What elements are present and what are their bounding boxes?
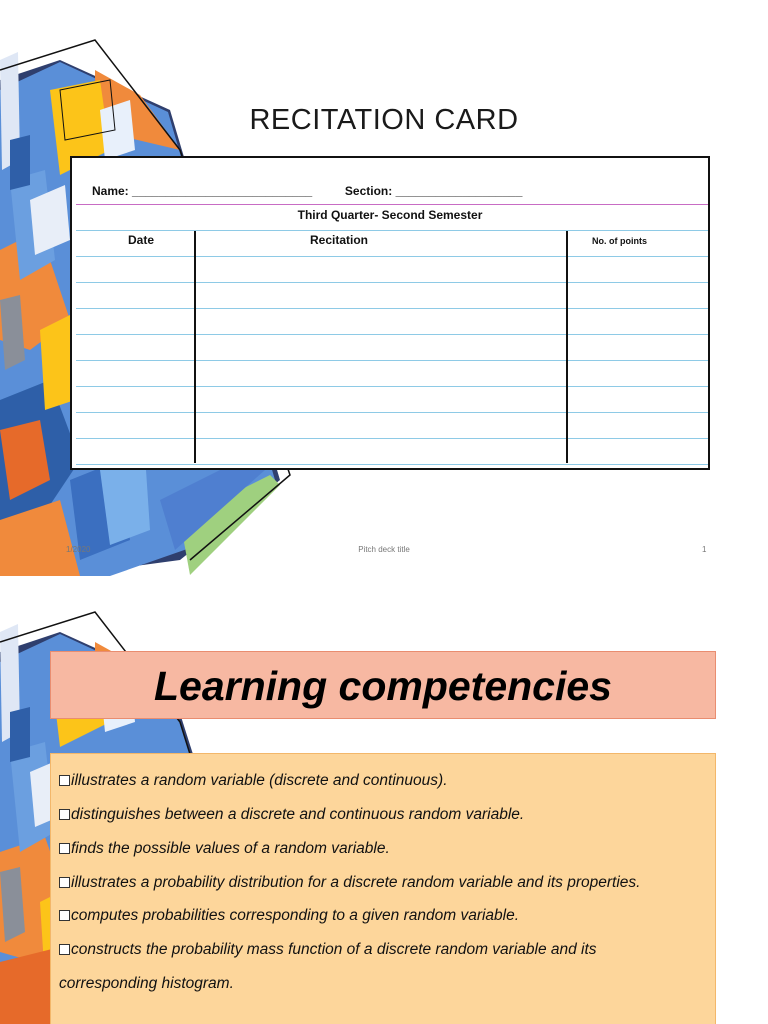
list-item [59, 907, 519, 925]
table-row-line [76, 256, 708, 257]
column-header-points: No. of points [592, 236, 647, 246]
checkbox-bullet-icon [59, 809, 70, 820]
section-field-label: Section: ___________________ [344, 184, 523, 198]
table-row-line [76, 282, 708, 283]
table-row-line [76, 386, 708, 387]
column-header-recitation: Recitation [310, 233, 369, 247]
competency-text: constructs the probability mass function of a discrete random variable and its [71, 941, 597, 958]
table-line [76, 230, 708, 231]
card-subtitle: Third Quarter- Second Semester [297, 208, 483, 222]
column-header-date: Date [128, 233, 155, 247]
slide-title: Learning competencies [154, 663, 612, 709]
list-item [59, 772, 448, 790]
column-divider [566, 231, 568, 463]
checkbox-bullet-icon [59, 775, 70, 786]
checkbox-bullet-icon [59, 910, 70, 921]
footer-date: 1/2020 [66, 545, 91, 554]
competency-text: distinguishes between a discrete and continuous random variable. [71, 806, 525, 823]
list-item-continuation: corresponding histogram. [59, 975, 234, 992]
footer-title: Pitch deck title [358, 545, 410, 554]
list-item [59, 874, 640, 892]
table-row-line [76, 360, 708, 361]
list-item [59, 941, 597, 959]
competency-text: finds the possible values of a random variable. [71, 840, 390, 857]
competency-text: illustrates a random variable (discrete and continuous). [71, 772, 448, 789]
checkbox-bullet-icon [59, 944, 70, 955]
table-row-line [76, 438, 708, 439]
slide-learning-competencies [0, 602, 768, 1024]
table-row-line [76, 334, 708, 335]
table-row-line [76, 412, 708, 413]
competency-text: illustrates a probability distribution for a discrete random variable and its properties. [71, 874, 641, 891]
checkbox-bullet-icon [59, 843, 70, 854]
slide-gap [0, 576, 768, 602]
recitation-card [70, 156, 710, 470]
table-row-line [76, 464, 708, 465]
table-row-line [76, 308, 708, 309]
slide-title: RECITATION CARD [249, 104, 519, 136]
list-item [59, 806, 524, 824]
competency-text: computes probabilities corresponding to a given random variable. [71, 907, 520, 924]
column-divider [194, 231, 196, 463]
name-field-label: Name: ___________________________ [92, 184, 313, 198]
divider [76, 204, 708, 205]
list-item [59, 840, 390, 858]
checkbox-bullet-icon [59, 877, 70, 888]
competencies-box [50, 753, 716, 1024]
footer-page-number: 1 [702, 545, 707, 554]
title-banner [50, 651, 716, 719]
card-header-fields [92, 184, 522, 198]
